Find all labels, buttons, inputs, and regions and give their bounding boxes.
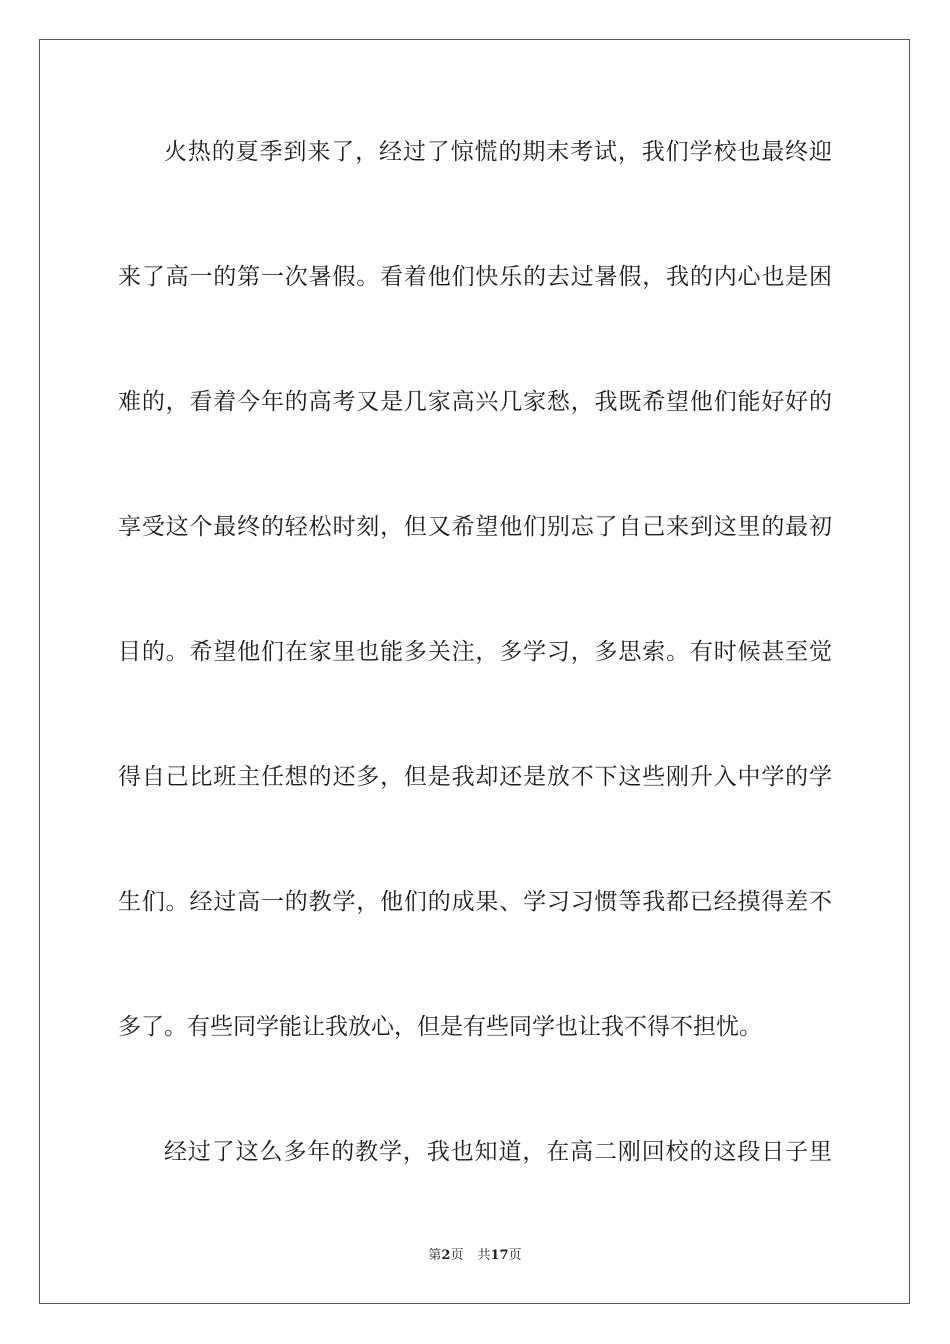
page-suffix: 页 [450, 1248, 464, 1263]
page-number: 2 [441, 1248, 451, 1263]
page-footer [0, 1247, 950, 1265]
paragraph-line-8: 多了。有些同学能让我放心，但是有些同学也让我不得不担忧。 [118, 1014, 762, 1040]
paragraph-line-1: 火热的夏季到来了，经过了惊慌的期末考试，我们学校也最终迎 [164, 139, 832, 165]
paragraph-line-2: 来了高一的第一次暑假。看着他们快乐的去过暑假，我的内心也是困 [118, 264, 832, 290]
paragraph-line-9: 经过了这么多年的教学，我也知道，在高二刚回校的这段日子里 [164, 1139, 832, 1165]
paragraph-line-3: 难的，看着今年的高考又是几家高兴几家愁，我既希望他们能好好的 [118, 389, 832, 415]
paragraph-line-6: 得自己比班主任想的还多，但是我却还是放不下这些刚升入中学的学 [118, 764, 832, 790]
total-suffix: 页 [508, 1248, 522, 1263]
total-pages: 17 [490, 1248, 509, 1263]
total-prefix: 共 [477, 1248, 491, 1263]
paragraph-line-4: 享受这个最终的轻松时刻，但又希望他们别忘了自己来到这里的最初 [118, 514, 832, 540]
paragraph-line-5: 目的。希望他们在家里也能多关注，多学习，多思索。有时候甚至觉 [118, 639, 832, 665]
page-prefix: 第 [428, 1248, 442, 1263]
page-border [39, 39, 910, 1304]
paragraph-line-7: 生们。经过高一的教学，他们的成果、学习习惯等我都已经摸得差不 [118, 889, 832, 915]
